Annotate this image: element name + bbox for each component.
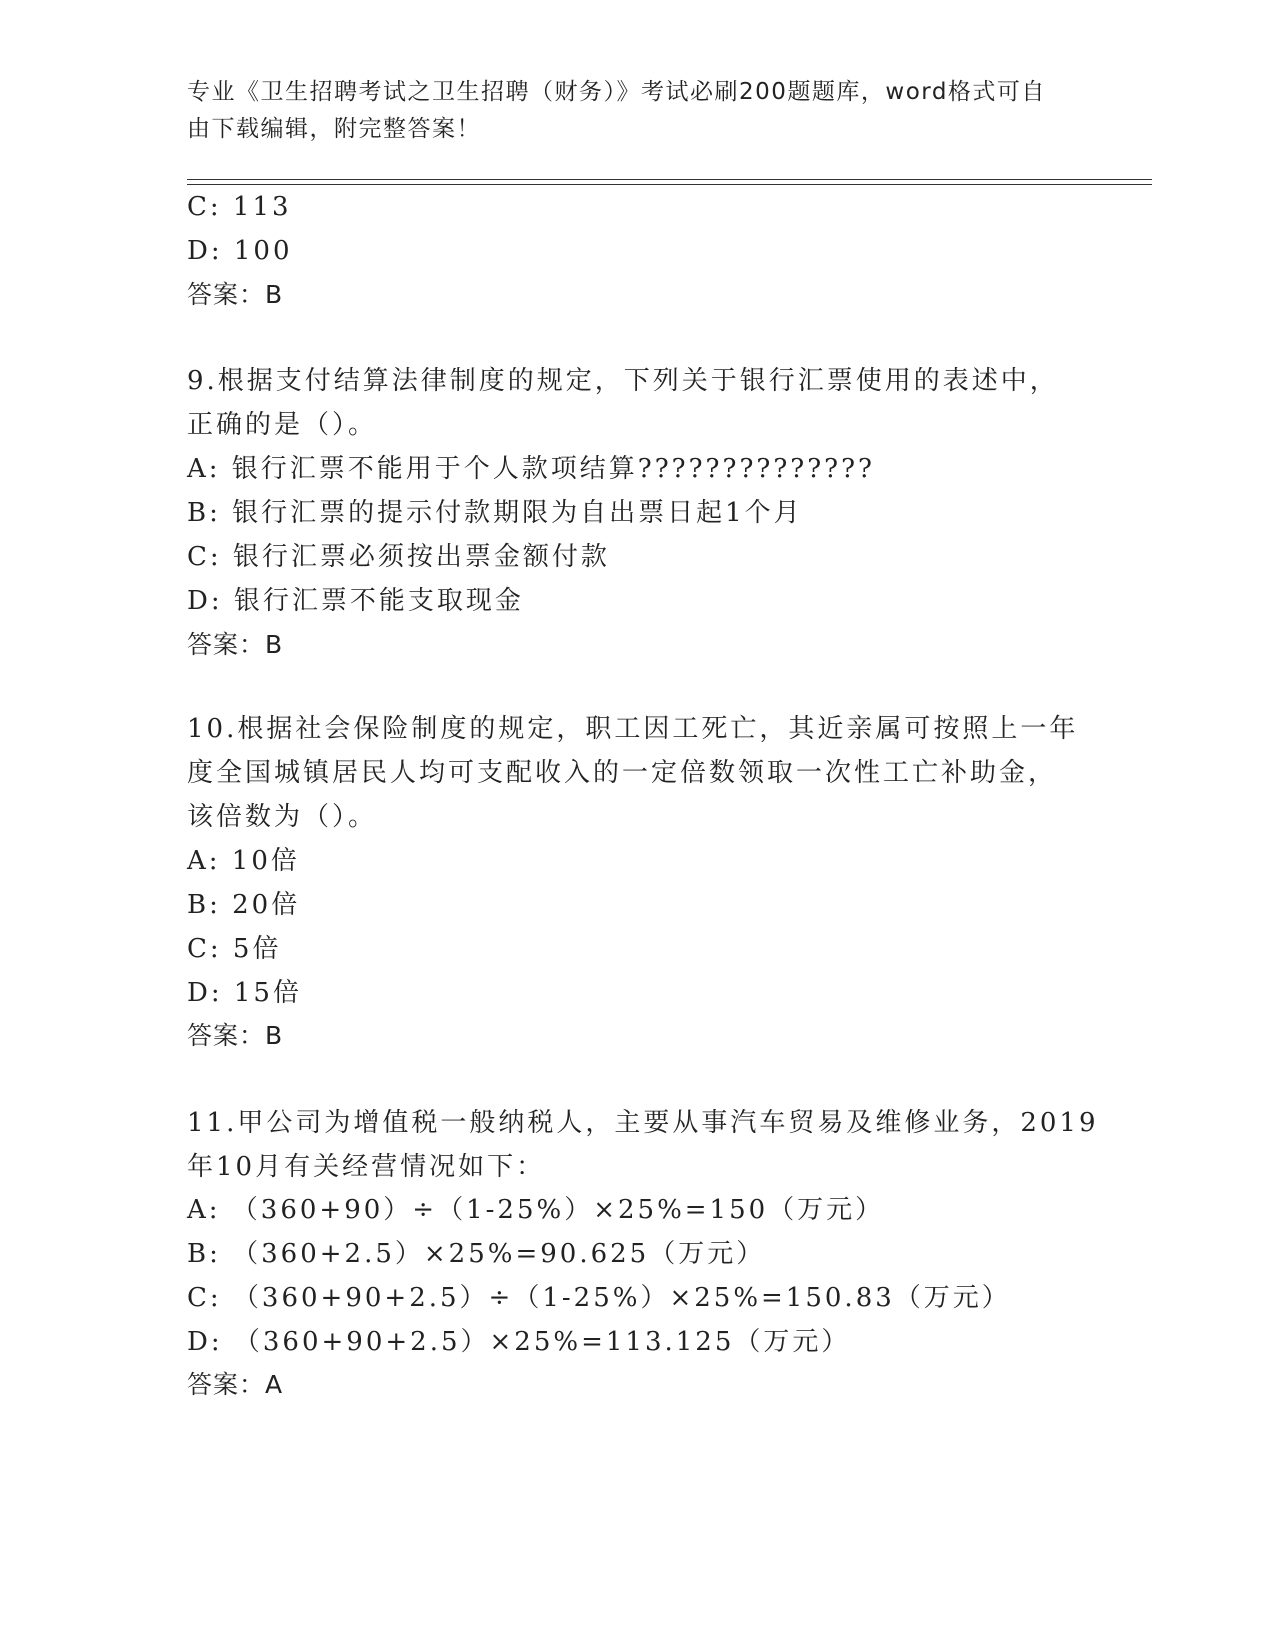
q10-option-c: C: 5倍 — [187, 934, 282, 964]
q9-option-c: C: 银行汇票必须按出票金额付款 — [187, 542, 610, 572]
q11-option-c: C: （360+90+2.5）÷（1-25%）×25%=150.83（万元） — [187, 1283, 1011, 1313]
prev-answer: 答案：B — [187, 280, 284, 309]
q10-option-b: B: 20倍 — [187, 890, 301, 920]
q11-stem-line-2: 年10月有关经营情况如下： — [187, 1152, 546, 1182]
q10-stem-line-3: 该倍数为（）。 — [187, 802, 378, 832]
q10-stem-line-2: 度全国城镇居民人均可支配收入的一定倍数领取一次性工亡补助金， — [187, 758, 1058, 788]
document-header — [187, 74, 1067, 148]
q11-stem-line-1: 11.甲公司为增值税一般纳税人，主要从事汽车贸易及维修业务，2019 — [187, 1108, 1099, 1138]
q11-answer: 答案：A — [187, 1370, 284, 1399]
header-line-2: 由下载编辑，附完整答案！ — [187, 116, 481, 142]
header-divider-bottom — [187, 184, 1152, 185]
prev-option-d: D: 100 — [187, 236, 293, 266]
prev-option-c: C: 113 — [187, 192, 292, 222]
q10-option-a: A: 10倍 — [187, 846, 300, 876]
q9-option-d: D: 银行汇票不能支取现金 — [187, 586, 524, 616]
q9-stem-line-2: 正确的是（）。 — [187, 410, 378, 440]
q9-option-a: A: 银行汇票不能用于个人款项结算?????????????? — [187, 454, 875, 484]
q10-option-d: D: 15倍 — [187, 978, 302, 1008]
header-line-1: 专业《卫生招聘考试之卫生招聘（财务）》考试必刷200题题库，word格式可自 — [187, 79, 1046, 105]
q9-answer: 答案：B — [187, 630, 284, 659]
header-divider-top — [187, 179, 1152, 180]
q10-answer: 答案：B — [187, 1021, 284, 1050]
q9-option-b: B: 银行汇票的提示付款期限为自出票日起1个月 — [187, 498, 803, 528]
q10-stem-line-1: 10.根据社会保险制度的规定，职工因工死亡，其近亲属可按照上一年 — [187, 714, 1079, 744]
q9-stem-line-1: 9.根据支付结算法律制度的规定，下列关于银行汇票使用的表述中， — [187, 366, 1059, 396]
q11-option-b: B: （360+2.5）×25%=90.625（万元） — [187, 1239, 766, 1269]
q11-option-d: D: （360+90+2.5）×25%=113.125（万元） — [187, 1327, 851, 1357]
q11-option-a: A: （360+90）÷（1-25%）×25%=150（万元） — [187, 1195, 885, 1225]
